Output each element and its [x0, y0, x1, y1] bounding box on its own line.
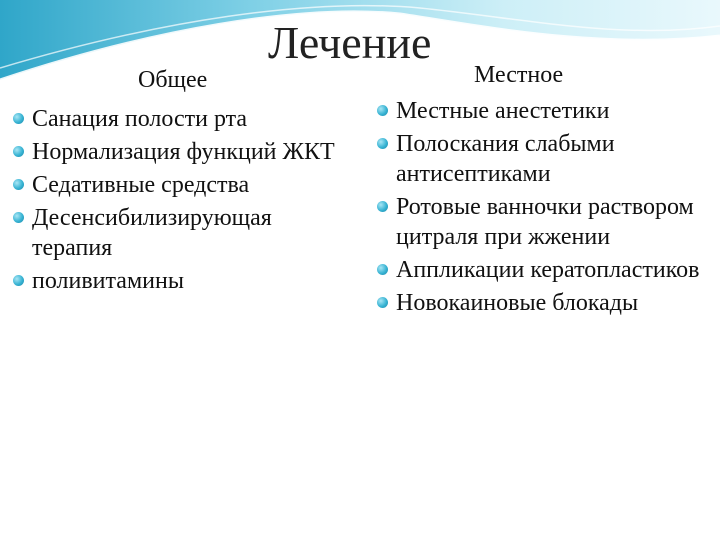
list-item-text: поливитамины: [32, 268, 184, 294]
list-item-text: Нормализация функций ЖКТ: [32, 139, 335, 165]
list-item-text: Аппликации кератопластиков: [396, 257, 700, 283]
list-item-text: Санация полости рта: [32, 106, 248, 132]
list-item-text: Седативные средства: [32, 172, 250, 198]
right-column-heading: Местное: [474, 62, 564, 88]
list-item: [374, 96, 714, 126]
list-item: [374, 288, 714, 318]
left-column-heading: Общее: [138, 67, 208, 93]
list-item: [374, 192, 714, 252]
list-item: [10, 137, 340, 167]
bullet-icon: [377, 138, 388, 149]
list-item-text: Ротовые ванночки раствором цитраля при жжении: [396, 194, 694, 250]
list-item-text: Десенсибилизирующая терапия: [32, 205, 272, 261]
bullet-icon: [13, 179, 24, 190]
list-item-text: Местные анестетики: [396, 98, 610, 124]
left-bullet-list: [10, 104, 340, 299]
list-item-text: Новокаиновые блокады: [396, 290, 639, 316]
list-item: [10, 266, 340, 296]
bullet-icon: [377, 297, 388, 308]
bullet-icon: [13, 146, 24, 157]
list-item: [10, 104, 340, 134]
bullet-icon: [377, 201, 388, 212]
right-bullet-list: [374, 96, 714, 321]
list-item-text: Полоскания слабыми антисептиками: [396, 131, 615, 187]
bullet-icon: [13, 113, 24, 124]
bullet-icon: [377, 105, 388, 116]
list-item: [374, 129, 714, 189]
bullet-icon: [13, 212, 24, 223]
list-item: [374, 255, 714, 285]
list-item: [10, 170, 340, 200]
slide-title: Лечение: [268, 17, 432, 68]
bullet-icon: [13, 275, 24, 286]
list-item: [10, 203, 340, 263]
bullet-icon: [377, 264, 388, 275]
